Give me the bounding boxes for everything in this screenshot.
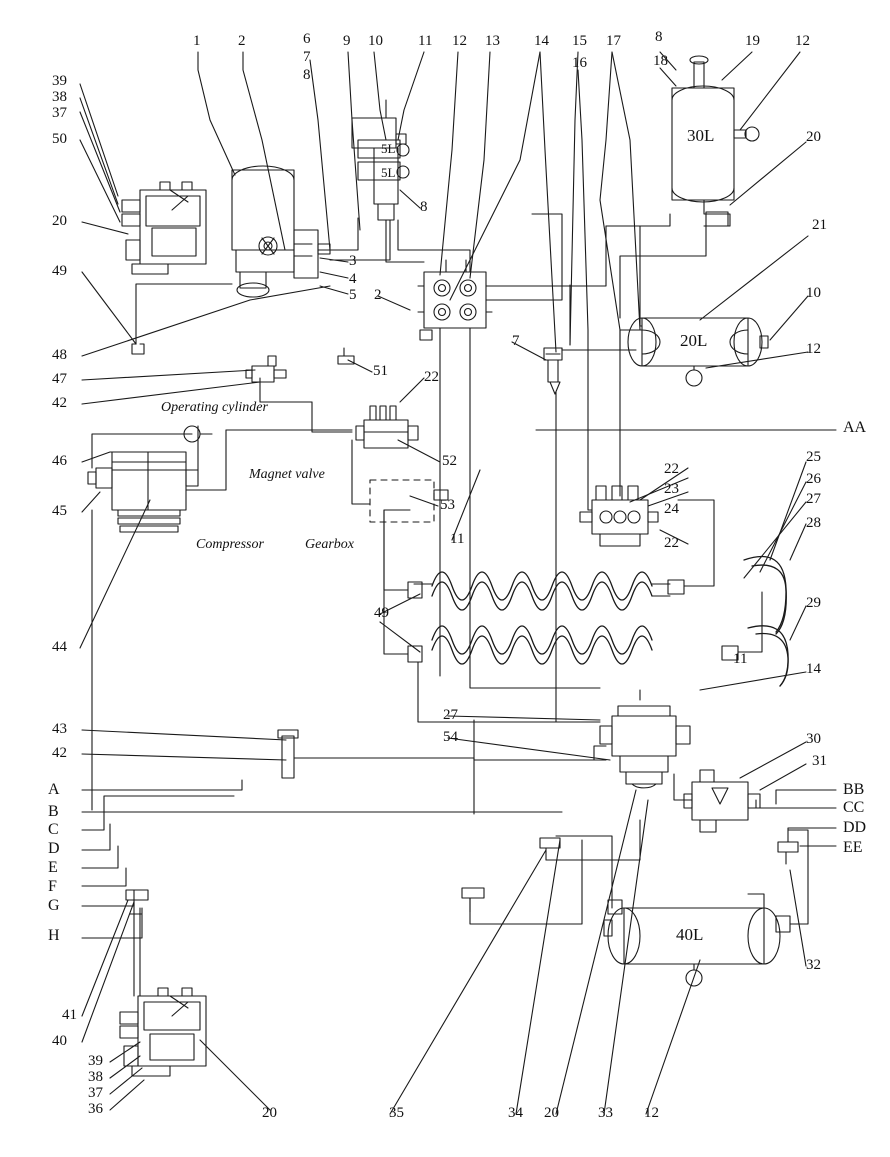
- callout-16: 16: [572, 55, 587, 71]
- callout-11-inner: 11: [450, 531, 465, 547]
- callout-22-c: 22: [424, 369, 439, 385]
- label-D: D: [48, 840, 60, 857]
- operating-cylinder-label: Operating cylinder: [161, 400, 268, 415]
- callout-44: 44: [52, 639, 67, 655]
- callout-36: 36: [88, 1101, 103, 1117]
- label-G: G: [48, 897, 60, 914]
- callout-25: 25: [806, 449, 821, 465]
- callout-11-coil: 11: [733, 651, 748, 667]
- callout-4: 4: [349, 271, 357, 287]
- callout-20-bottom-c: 20: [544, 1105, 559, 1121]
- callout-31: 31: [812, 753, 827, 769]
- callout-22-a: 22: [664, 461, 679, 477]
- callout-11-top: 11: [418, 33, 433, 49]
- callout-45: 45: [52, 503, 67, 519]
- callout-49-inner: 49: [374, 605, 389, 621]
- label-H: H: [48, 927, 60, 944]
- callout-3: 3: [349, 253, 357, 269]
- callout-37-top: 37: [52, 105, 67, 121]
- callout-19: 19: [745, 33, 760, 49]
- callout-20-right: 20: [806, 129, 821, 145]
- callout-53: 53: [440, 497, 455, 513]
- callout-32: 32: [806, 957, 821, 973]
- label-DD: DD: [843, 819, 867, 836]
- callout-12-bottom: 12: [644, 1105, 659, 1121]
- callout-40: 40: [52, 1033, 67, 1049]
- callout-28: 28: [806, 515, 821, 531]
- tank-30l-label: 30L: [687, 126, 715, 145]
- callout-6: 6: [303, 31, 311, 47]
- callout-12-right: 12: [806, 341, 821, 357]
- callout-27-inner: 27: [443, 707, 458, 723]
- callout-1: 1: [193, 33, 201, 49]
- callout-43: 43: [52, 721, 67, 737]
- callout-39-bottom: 39: [88, 1053, 103, 1069]
- label-B: B: [48, 803, 59, 820]
- callout-21: 21: [812, 217, 827, 233]
- label-A: A: [48, 781, 60, 798]
- tank-40l-label: 40L: [676, 925, 704, 944]
- callout-42-upper: 42: [52, 395, 67, 411]
- callout-33: 33: [598, 1105, 613, 1121]
- callout-27-right: 27: [806, 491, 821, 507]
- callout-38-top: 38: [52, 89, 67, 105]
- callout-2-inner: 2: [374, 287, 382, 303]
- callout-9: 9: [343, 33, 351, 49]
- label-EE: EE: [843, 839, 863, 856]
- label-AA: AA: [843, 419, 867, 436]
- callout-48: 48: [52, 347, 67, 363]
- callout-18: 18: [653, 53, 668, 69]
- callout-12-top: 12: [452, 33, 467, 49]
- callout-8-top: 8: [303, 67, 311, 83]
- callout-49-left: 49: [52, 263, 67, 279]
- callout-7-top: 7: [303, 49, 311, 65]
- gearbox-label: Gearbox: [305, 537, 354, 552]
- callout-52: 52: [442, 453, 457, 469]
- callout-7-inner: 7: [512, 333, 520, 349]
- callout-29: 29: [806, 595, 821, 611]
- label-BB: BB: [843, 781, 865, 798]
- label-CC: CC: [843, 799, 865, 816]
- callout-38-bottom: 38: [88, 1069, 103, 1085]
- callout-41: 41: [62, 1007, 77, 1023]
- callout-51: 51: [373, 363, 388, 379]
- callout-20-bottom-left: 20: [262, 1105, 277, 1121]
- callout-2-top: 2: [238, 33, 246, 49]
- callout-5: 5: [349, 287, 357, 303]
- label-E: E: [48, 859, 58, 876]
- callout-10-right: 10: [806, 285, 821, 301]
- label-C: C: [48, 821, 59, 838]
- label-F: F: [48, 878, 57, 895]
- callout-12-b: 12: [795, 33, 810, 49]
- callout-15: 15: [572, 33, 587, 49]
- callout-13: 13: [485, 33, 500, 49]
- callout-50: 50: [52, 131, 67, 147]
- compressor-label: Compressor: [196, 537, 264, 552]
- callout-37-bottom: 37: [88, 1085, 103, 1101]
- callout-39-top: 39: [52, 73, 67, 89]
- callout-24: 24: [664, 501, 679, 517]
- callout-8-b: 8: [655, 29, 663, 45]
- callout-17: 17: [606, 33, 621, 49]
- callout-42-lower: 42: [52, 745, 67, 761]
- callout-34: 34: [508, 1105, 523, 1121]
- callout-54: 54: [443, 729, 458, 745]
- callout-47: 47: [52, 371, 67, 387]
- callout-14-right: 14: [806, 661, 821, 677]
- callout-10-top: 10: [368, 33, 383, 49]
- gauge-5l-lower-label: 5L: [381, 165, 396, 180]
- callout-8-inner: 8: [420, 199, 428, 215]
- tank-20l-label: 20L: [680, 331, 708, 350]
- callout-20-left: 20: [52, 213, 67, 229]
- callout-30: 30: [806, 731, 821, 747]
- callout-23: 23: [664, 481, 679, 497]
- callout-14-top: 14: [534, 33, 549, 49]
- callout-46: 46: [52, 453, 67, 469]
- callout-26: 26: [806, 471, 821, 487]
- callout-35: 35: [389, 1105, 404, 1121]
- gauge-5l-upper-label: 5L: [381, 141, 396, 156]
- magnet-valve-label: Magnet valve: [249, 467, 325, 482]
- callout-22-b: 22: [664, 535, 679, 551]
